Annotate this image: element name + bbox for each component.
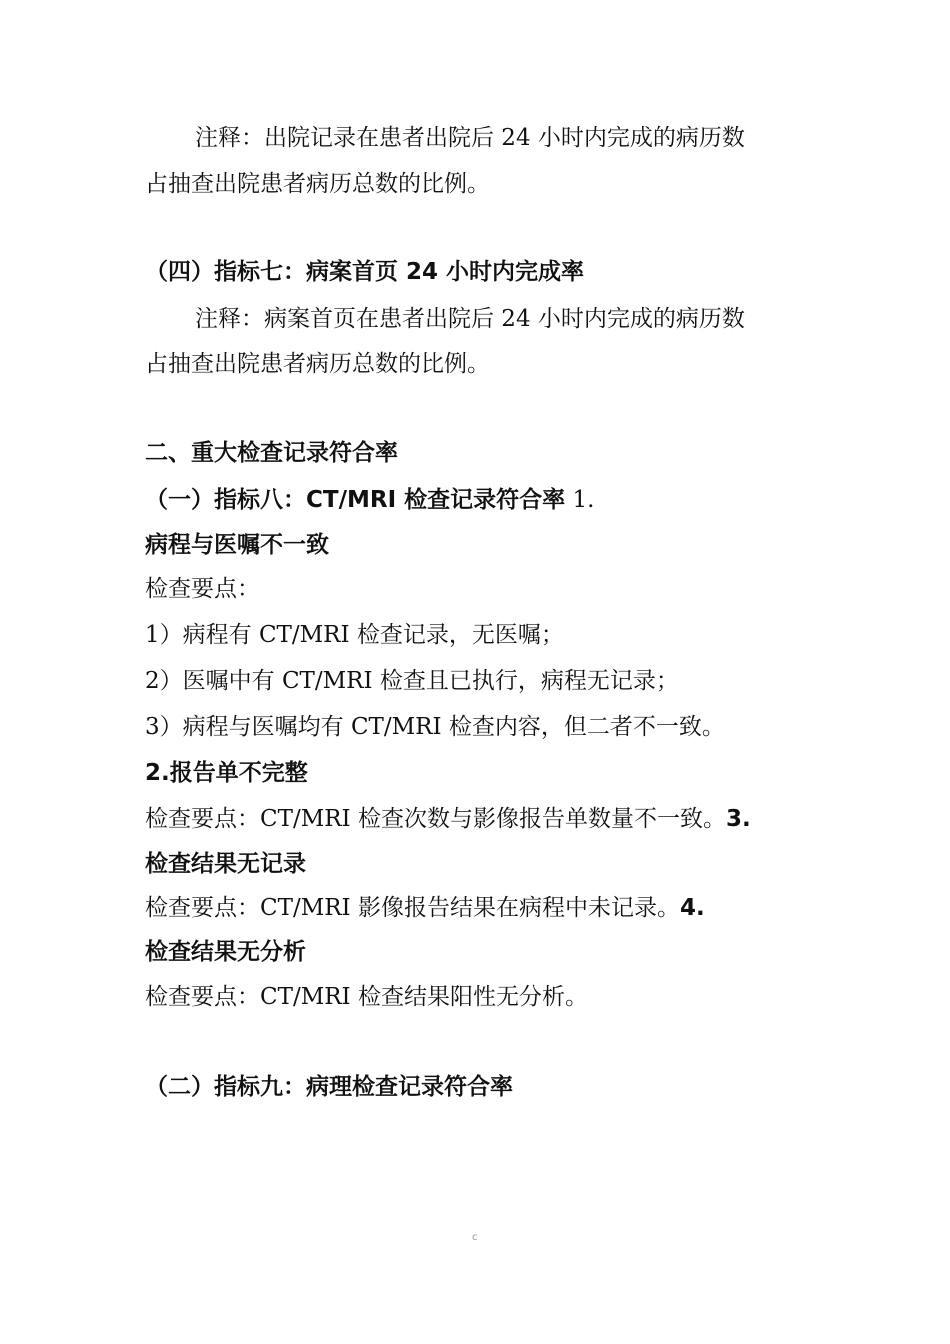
item-3-point: 检查要点：CT/MRI 影像报告结果在病程中未记录。 [145,895,680,921]
heading-part-2: 二、重大检查记录符合率 [145,440,398,466]
item-2-text [145,804,751,834]
heading-item-2: 2.报告单不完整 [145,760,308,786]
note-2-line-1: 注释：病案首页在患者出院后 24 小时内完成的病历数 [195,306,745,332]
item-4-number: 4. [679,895,705,921]
item-3-text [145,893,705,923]
item-1-point-1: 1）病程有 CT/MRI 检查记录，无医嘱； [145,622,564,648]
note-1-line-2: 占抽查出院患者病历总数的比例。 [145,171,490,197]
note-2-line-2: 占抽查出院患者病历总数的比例。 [145,351,490,377]
item-3-number: 3. [725,806,751,832]
item-4-point: 检查要点：CT/MRI 检查结果阳性无分析。 [145,984,588,1010]
item-2-point: 检查要点：CT/MRI 检查次数与影像报告单数量不一致。 [145,806,726,832]
check-points-label: 检查要点： [145,576,260,602]
page-mark: c [472,1232,478,1243]
heading-indicator-8-text: （一）指标八：CT/MRI 检查记录符合率 [145,487,566,513]
heading-indicator-7: （四）指标七：病案首页 24 小时内完成率 [145,259,585,285]
heading-item-1: 病程与医嘱不一致 [145,532,329,558]
heading-indicator-8 [145,485,594,515]
heading-item-3: 检查结果无记录 [145,851,306,877]
heading-indicator-8-tail: 1. [565,487,595,513]
note-1-line-1: 注释：出院记录在患者出院后 24 小时内完成的病历数 [195,125,745,151]
item-1-point-2: 2）医嘱中有 CT/MRI 检查且已执行，病程无记录； [145,668,679,694]
heading-item-4: 检查结果无分析 [145,939,306,965]
item-1-point-3: 3）病程与医嘱均有 CT/MRI 检查内容，但二者不一致。 [145,714,725,740]
heading-indicator-9: （二）指标九：病理检查记录符合率 [145,1074,513,1100]
